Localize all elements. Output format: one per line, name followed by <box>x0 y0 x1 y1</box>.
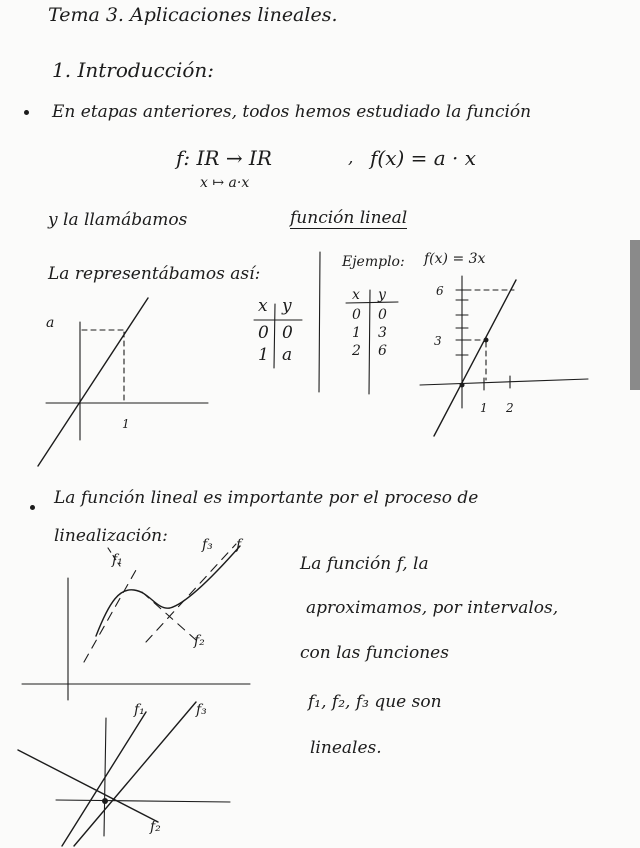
example-label: Ejemplo: <box>342 254 405 270</box>
origin-point <box>460 383 465 388</box>
example-x-tick: 1 <box>480 401 488 415</box>
table-header-x: x <box>258 296 268 316</box>
line-label-f2: f₂ <box>150 819 161 835</box>
linearization-term: linealización: <box>54 526 168 546</box>
point <box>484 338 489 343</box>
table-header-y: y <box>282 296 292 316</box>
curve-label-f3: f₃ <box>202 537 213 553</box>
example-cell: 6 <box>378 343 387 359</box>
line-label-f1: f₁ <box>134 702 145 718</box>
linear-function-line <box>38 298 148 466</box>
formula-separator: , <box>348 148 354 168</box>
line-f3 <box>74 702 196 846</box>
section-heading: 1. Introducción: <box>52 58 215 82</box>
example-cell: 0 <box>378 307 387 323</box>
tangent-f3 <box>146 544 236 642</box>
column-separator <box>319 252 320 392</box>
explanation-line: lineales. <box>310 738 382 758</box>
generic-linear-graph <box>38 298 208 466</box>
linear-formula: f(x) = a · x <box>370 146 477 170</box>
example-graph <box>420 276 588 436</box>
generic-graph-x-tick: 1 <box>122 417 130 431</box>
lines-through-origin-graph <box>18 702 230 846</box>
curve-f <box>96 546 240 636</box>
origin-point <box>102 798 108 804</box>
table-cell: a <box>282 345 293 365</box>
example-x-tick: 2 <box>506 401 514 415</box>
example-cell: 1 <box>352 325 361 341</box>
intro-sentence: En etapas anteriores, todos hemos estudiado la función <box>52 102 532 122</box>
example-table-lines <box>346 287 398 394</box>
line-label-f3: f₃ <box>196 702 207 718</box>
table-cell: 0 <box>282 323 293 343</box>
term-linear-function: función lineal <box>290 208 408 228</box>
generic-graph-y-label: a <box>46 315 55 331</box>
table-divider <box>369 290 370 394</box>
tangent-f2 <box>142 592 196 640</box>
mapping-domain: f: IR → IR <box>176 146 272 170</box>
curve-label-f2: f₂ <box>194 633 205 649</box>
horizontal-axis <box>56 800 230 802</box>
example-header-y: y <box>378 287 386 303</box>
tangent-f1 <box>84 570 136 662</box>
curve-label-f1: f₁ <box>112 552 123 568</box>
example-cell: 3 <box>378 325 387 341</box>
line-f2 <box>18 750 158 822</box>
linearization-sentence: La función lineal es importante por el proceso de <box>54 488 479 508</box>
example-formula: f(x) = 3x <box>424 251 486 267</box>
example-header-x: x <box>352 287 360 303</box>
table-cell: 1 <box>258 345 269 365</box>
example-cell: 0 <box>352 307 361 323</box>
call-prefix: y la llamábamos <box>48 210 188 230</box>
x-axis <box>420 379 588 385</box>
page-title: Tema 3. Aplicaciones lineales. <box>48 4 338 26</box>
value-table-lines <box>254 304 302 368</box>
mapping-rule: x ↦ a·x <box>200 175 250 191</box>
represent-sentence: La representábamos así: <box>48 264 261 284</box>
explanation-line: La función f, la <box>300 554 429 574</box>
explanation-line: f₁, f₂, f₃ que son <box>308 692 442 712</box>
table-divider <box>274 304 275 368</box>
explanation-line: con las funciones <box>300 643 449 663</box>
example-y-tick: 3 <box>434 334 442 348</box>
example-cell: 2 <box>352 343 361 359</box>
example-y-tick: 6 <box>436 284 444 298</box>
linearization-graph <box>22 544 250 700</box>
table-cell: 0 <box>258 323 269 343</box>
table-rule <box>346 302 398 303</box>
curve-label-f: f <box>236 537 242 553</box>
explanation-line: aproximamos, por intervalos, <box>306 598 559 618</box>
tangent-f1-start <box>108 548 120 566</box>
function-line <box>434 280 516 436</box>
